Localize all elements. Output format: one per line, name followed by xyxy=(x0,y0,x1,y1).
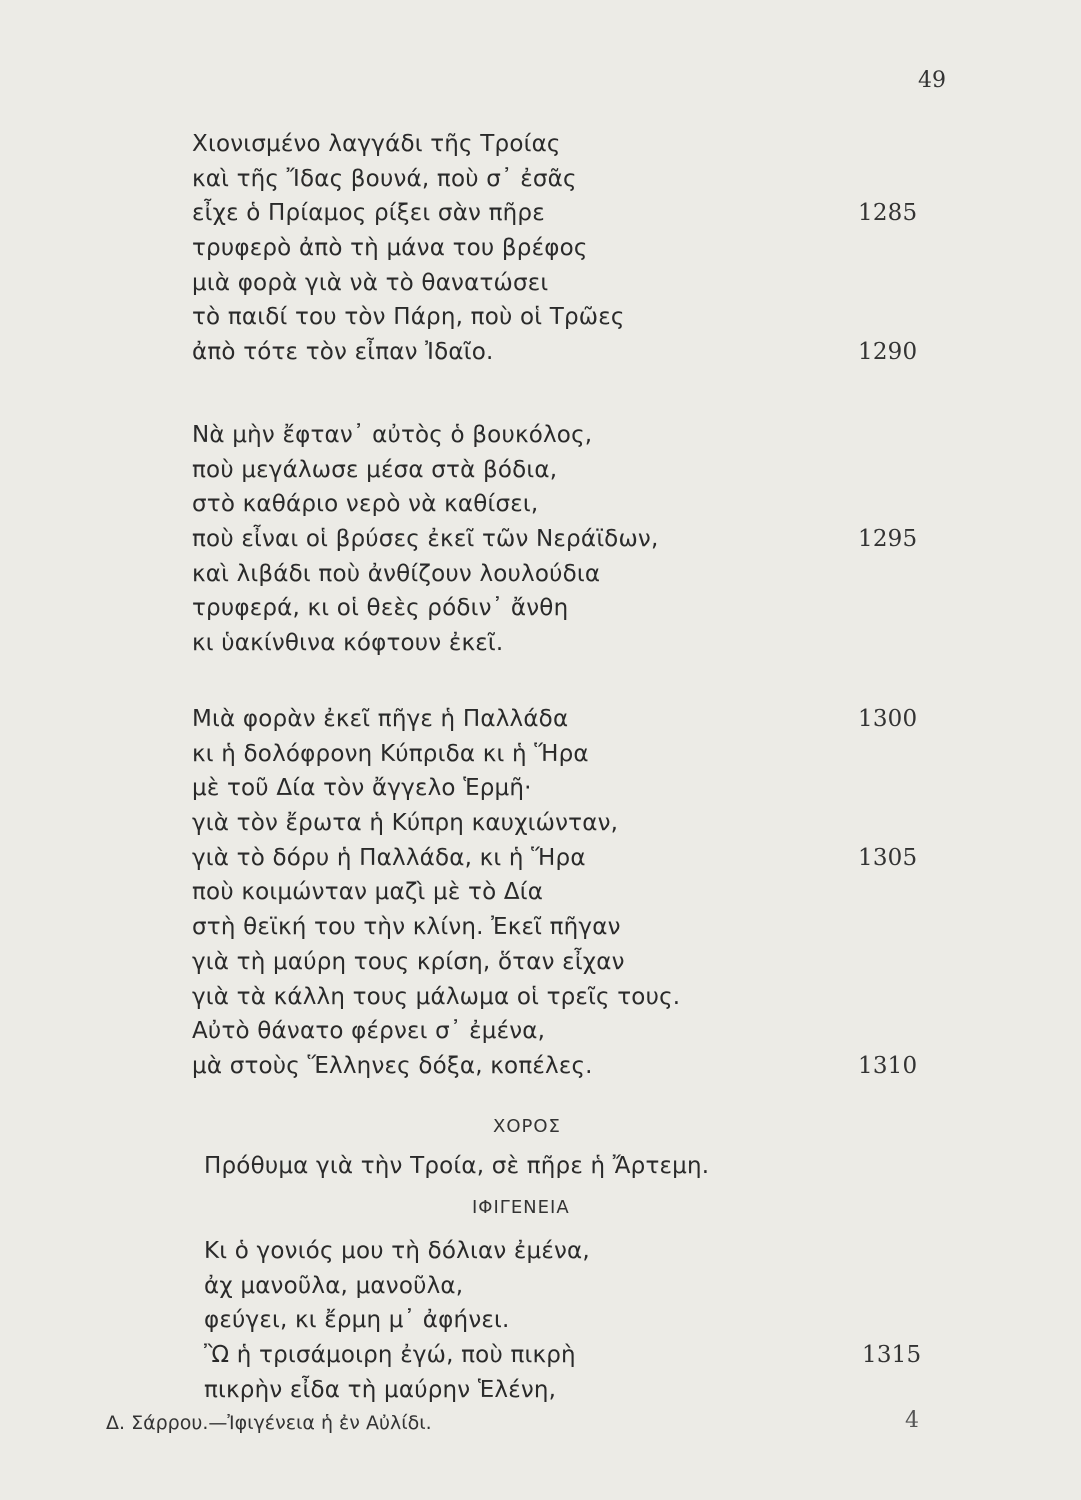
verse-text: πικρὴν εἶδα τὴ μαύρην Ἑλένη, xyxy=(204,1376,557,1403)
verse-text: γιὰ τὸν ἔρωτα ἡ Κύπρη καυχιώνταν, xyxy=(192,810,619,837)
verse-line xyxy=(192,591,932,626)
verse-text: μὲ τοῦ Δία τὸν ἄγγελο Ἑρμῆ· xyxy=(192,775,532,802)
verse-text: γιὰ τὰ κάλλη τους μάλωμα οἱ τρεῖς τους. xyxy=(192,983,681,1010)
verse-line: Πρόθυμα γιὰ τὴν Τροία, σὲ πῆρε ἡ Ἄρτεμη. xyxy=(204,1153,710,1179)
verse-line xyxy=(192,196,932,231)
verse-line xyxy=(192,266,932,301)
verse-line xyxy=(192,418,932,453)
verse-line xyxy=(204,1234,944,1269)
line-number: 1295 xyxy=(858,526,918,553)
line-number: 1300 xyxy=(858,706,918,732)
iphigenia-speaker: ΙΦΙΓΕΝΕΙΑ xyxy=(472,1197,570,1218)
verse-line xyxy=(192,841,932,876)
verse-text: μιὰ φορὰ γιὰ νὰ τὸ θανατώσει xyxy=(192,269,549,296)
line-number: 1285 xyxy=(858,200,918,227)
verse-text: Νὰ μὴν ἔφταν᾿ αὐτὸς ὁ βουκόλος, xyxy=(192,422,593,448)
verse-line xyxy=(192,1049,932,1084)
verse-line xyxy=(192,945,932,980)
verse-text: Μιὰ φορὰν ἐκεῖ πῆγε ἡ Παλλάδα xyxy=(192,706,569,732)
line-number: 1315 xyxy=(862,1342,922,1369)
verse-line xyxy=(192,300,932,335)
verse-text: Χιονισμένο λαγγάδι τῆς Τροίας xyxy=(192,131,561,157)
verse-text: τὸ παιδί του τὸν Πάρη, ποὺ οἱ Τρῶες xyxy=(192,304,625,331)
footer-signature-mark: 4 xyxy=(905,1408,919,1433)
verse-line xyxy=(192,487,932,522)
verse-text: Ὢ ἡ τρισάμοιρη ἐγώ, ποὺ πικρὴ xyxy=(204,1342,576,1369)
verse-text: ἀχ μανοῦλα, μανοῦλα, xyxy=(204,1272,464,1299)
verse-line xyxy=(192,127,932,162)
verse-text: καὶ τῆς Ἴδας βουνά, ποὺ σ᾿ ἐσᾶς xyxy=(192,165,577,192)
line-number: 1305 xyxy=(858,844,918,871)
verse-text: μὰ στοὺς Ἕλληνες δόξα, κοπέλες. xyxy=(192,1052,593,1079)
verse-text: γιὰ τὸ δόρυ ἡ Παλλάδα, κι ἡ Ἥρα xyxy=(192,844,586,871)
verse-text: στὸ καθάριο νερὸ νὰ καθίσει, xyxy=(192,491,539,518)
page-number: 49 xyxy=(918,68,946,93)
verse-line xyxy=(192,626,932,661)
verse-text: κι ἡ δολόφρονη Κύπριδα κι ἡ Ἥρα xyxy=(192,740,589,767)
verse-text: στὴ θεϊκή του τὴν κλίνη. Ἐκεῖ πῆγαν xyxy=(192,914,621,941)
chorus-line xyxy=(204,1149,944,1184)
chorus-speaker: ΧΟΡΟΣ xyxy=(493,1116,561,1137)
verse-line xyxy=(204,1338,944,1373)
verse-text: ποὺ μεγάλωσε μέσα στὰ βόδια, xyxy=(192,456,558,483)
verse-line xyxy=(192,702,932,737)
verse-line xyxy=(192,162,932,197)
verse-line xyxy=(192,557,932,592)
verse-line xyxy=(192,910,932,945)
stanza-3 xyxy=(192,702,932,1084)
verse-line xyxy=(204,1373,944,1408)
verse-line xyxy=(192,522,932,557)
verse-line xyxy=(204,1269,944,1304)
verse-text: τρυφερὸ ἀπὸ τὴ μάνα του βρέφος xyxy=(192,235,588,262)
verse-line xyxy=(192,806,932,841)
verse-text: ποὺ κοιμώνταν μαζὶ μὲ τὸ Δία xyxy=(192,879,544,906)
line-number: 1310 xyxy=(858,1052,918,1079)
verse-line xyxy=(192,737,932,772)
iphigenia-stanza xyxy=(204,1234,944,1407)
verse-text: Κι ὁ γονιός μου τὴ δόλιαν ἐμένα, xyxy=(204,1238,590,1264)
verse-line xyxy=(192,231,932,266)
stanza-2 xyxy=(192,418,932,661)
verse-text: φεύγει, κι ἔρμη μ᾿ ἀφήνει. xyxy=(204,1307,510,1334)
verse-line xyxy=(192,771,932,806)
verse-text: Αὐτὸ θάνατο φέρνει σ᾿ ἐμένα, xyxy=(192,1018,546,1045)
verse-line xyxy=(192,335,932,370)
verse-text: τρυφερά, κι οἱ θεὲς ρόδιν᾿ ἄνθη xyxy=(192,595,569,622)
verse-text: καὶ λιβάδι ποὺ ἀνθίζουν λουλούδια xyxy=(192,560,601,587)
verse-text: ποὺ εἶναι οἱ βρύσες ἐκεῖ τῶν Νεράϊδων, xyxy=(192,526,659,553)
verse-text: γιὰ τὴ μαύρη τους κρίση, ὅταν εἶχαν xyxy=(192,948,625,975)
verse-line xyxy=(192,875,932,910)
line-number: 1290 xyxy=(858,339,918,366)
verse-line xyxy=(192,453,932,488)
stanza-1 xyxy=(192,127,932,370)
footer-title: Δ. Σάρρου.—Ἰφιγένεια ἡ ἐν Αὐλίδι. xyxy=(106,1412,432,1434)
verse-line xyxy=(192,1014,932,1049)
verse-text: ἀπὸ τότε τὸν εἶπαν Ἰδαῖο. xyxy=(192,339,494,366)
verse-line xyxy=(204,1303,944,1338)
verse-line xyxy=(192,980,932,1015)
verse-text: εἶχε ὁ Πρίαμος ρίξει σὰν πῆρε xyxy=(192,200,545,227)
verse-text: κι ὑακίνθινα κόφτουν ἐκεῖ. xyxy=(192,630,504,657)
